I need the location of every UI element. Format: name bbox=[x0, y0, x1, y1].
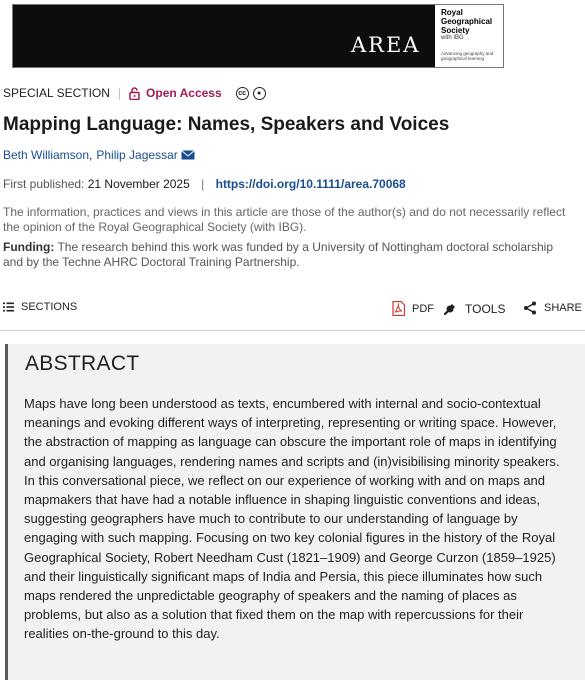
abstract-text: Maps have long been understood as texts, encumbered with internal and socio-contextual meanings and evoking different ways of interpreting, representing or writing space. However, the abstraction of mapping as language can obscure the important role of maps in identifying and organising languages, rendering names and scripts and (in)visibilising minority speakers. In this conversational piece, we reflect on our experience of working with and on maps and mapmakers that have had a notable influence in shaping linguistic conventions and ideas, suggesting geographers have much to contribute to our understanding of language by engaging with such mapping. Focusing on two key colonial figures in the history of the Royal Geographical Society, Robert Needham Cust (1821–1909) and George Curzon (1859–1925) and their linguistically significant maps of India and Persia, this piece illuminates how such maps rendered the unpredictable geography of speakers and the naming of places as problems, but also as a solution that fixed them on the map with repercussions for their realities on-the-ground to this day. bbox=[24, 396, 560, 642]
first-published-label: First published: bbox=[3, 177, 85, 191]
published-date: 21 November 2025 bbox=[87, 177, 190, 191]
disclaimer-text: The information, practices and views in this article are those of the author(s) and do not necessarily reflect the opinion of the Royal Geographical Society (with IBG). bbox=[3, 205, 566, 234]
publication-info bbox=[3, 177, 406, 191]
journal-title: AREA bbox=[351, 33, 421, 57]
abstract-heading: ABSTRACT bbox=[25, 352, 140, 375]
pub-divider: | bbox=[201, 177, 205, 191]
tools-label: TOOLS bbox=[465, 301, 506, 316]
publisher-name: Royal Geographical Society bbox=[441, 8, 493, 35]
pdf-button[interactable] bbox=[392, 301, 434, 316]
author-link[interactable]: Beth Williamson bbox=[3, 148, 90, 162]
abstract-section bbox=[5, 344, 585, 680]
share-button[interactable] bbox=[523, 301, 582, 315]
by-icon: ● bbox=[253, 87, 266, 100]
publisher-sub: with IBG bbox=[441, 35, 464, 41]
funding-label: Funding: bbox=[3, 240, 55, 254]
author-link[interactable]: Philip Jagessar bbox=[96, 148, 178, 162]
share-icon bbox=[523, 301, 537, 315]
article-meta-row bbox=[3, 86, 270, 100]
author-separator: , bbox=[89, 148, 93, 162]
funding-text: The research behind this work was funded by a University of Nottingham doctoral scholarship and by the Techne AHRC Doctoral Training Partnership. bbox=[3, 240, 554, 269]
share-label: SHARE bbox=[544, 302, 582, 314]
sections-label: SECTIONS bbox=[21, 301, 78, 313]
open-access-label: Open Access bbox=[146, 86, 222, 100]
pdf-icon bbox=[392, 301, 405, 316]
section-label: SPECIAL SECTION bbox=[3, 86, 110, 100]
list-icon bbox=[3, 302, 14, 312]
doi-link[interactable]: https://doi.org/10.1111/area.70068 bbox=[215, 177, 406, 191]
license-badges[interactable] bbox=[236, 87, 270, 100]
pdf-label: PDF bbox=[412, 302, 434, 315]
funding-statement bbox=[3, 240, 573, 270]
journal-banner[interactable] bbox=[12, 4, 504, 68]
email-icon[interactable] bbox=[181, 150, 195, 160]
wrench-icon bbox=[443, 301, 458, 316]
author-list bbox=[3, 148, 195, 162]
toolbar-divider bbox=[0, 330, 585, 331]
article-title: Mapping Language: Names, Speakers and Voices bbox=[3, 114, 450, 135]
open-access-badge[interactable] bbox=[129, 86, 222, 100]
lock-open-icon bbox=[129, 87, 140, 100]
article-toolbar bbox=[3, 298, 582, 322]
publisher-logo bbox=[434, 5, 504, 68]
sections-button[interactable] bbox=[3, 301, 77, 313]
tools-button[interactable] bbox=[443, 301, 505, 316]
cc-icon: cc bbox=[236, 87, 249, 100]
publisher-tagline: Advancing geography and geographical learning bbox=[441, 51, 494, 61]
meta-divider: | bbox=[117, 86, 122, 100]
